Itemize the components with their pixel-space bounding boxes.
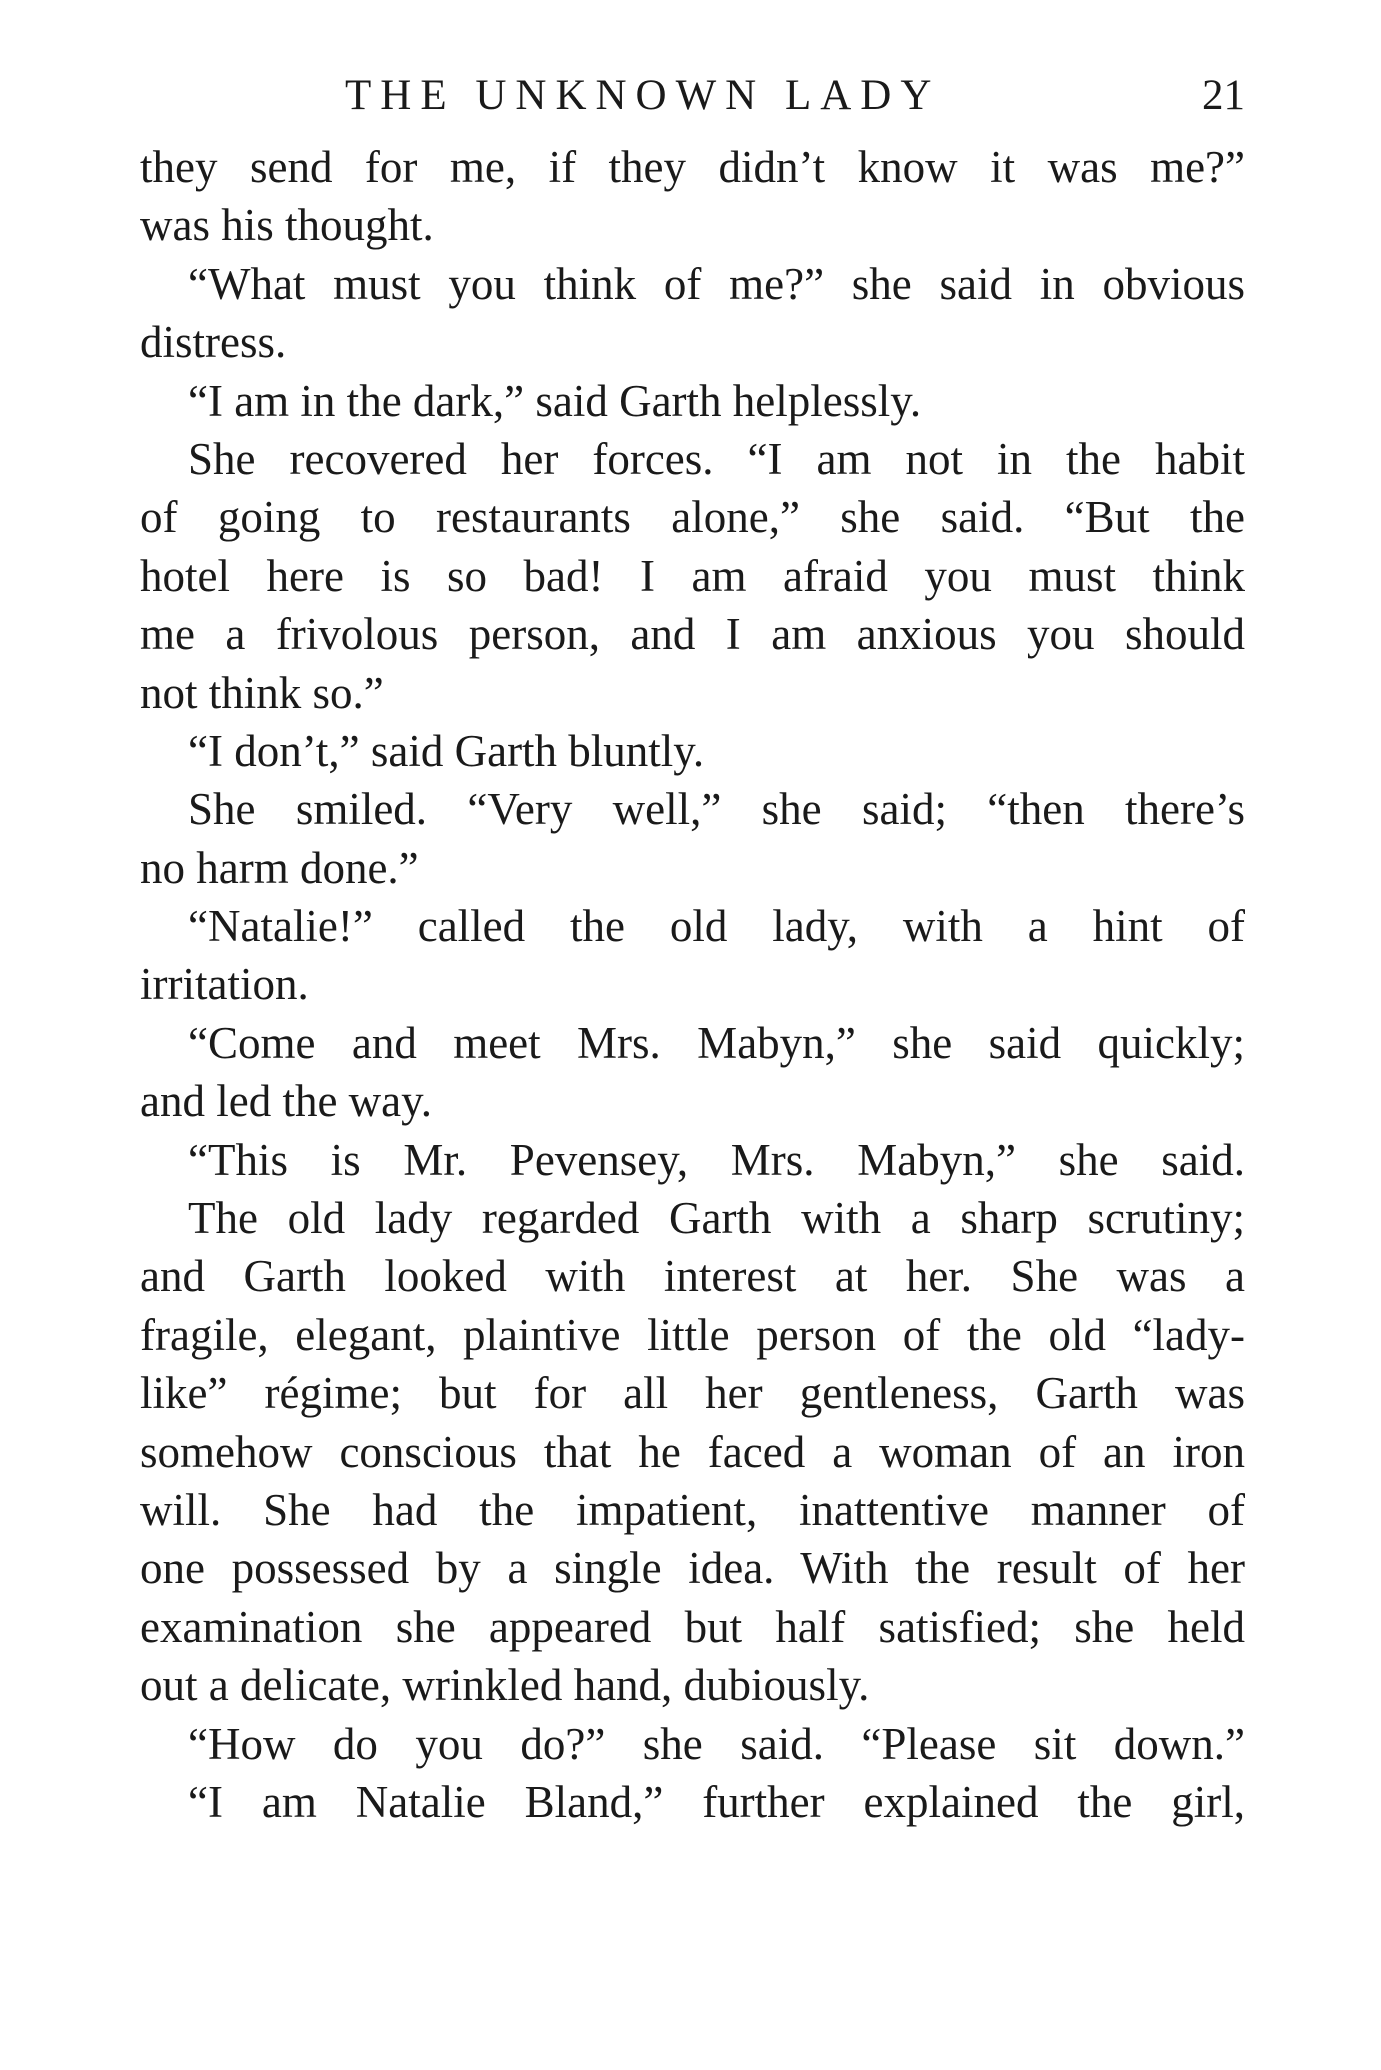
text-line: fragile, elegant, plaintive little person of the old “lady- — [140, 1309, 1245, 1360]
text-line: out a delicate, wrinkled hand, dubiously. — [140, 1660, 870, 1711]
text-line: somehow conscious that he faced a woman of an iron — [140, 1426, 1245, 1477]
text-line: “I don’t,” said Garth bluntly. — [188, 725, 705, 776]
running-title: THE UNKNOWN LADY — [345, 72, 941, 119]
text-line: one possessed by a single idea. With the result of her — [140, 1543, 1245, 1594]
text-line: “What must you think of me?” she said in obvious — [188, 258, 1245, 309]
text-line: will. She had the impatient, inattentive manner of — [140, 1484, 1245, 1535]
page-number: 21 — [1202, 72, 1245, 119]
text-line: hotel here is so bad! I am afraid you must think — [140, 550, 1245, 601]
text-line: and led the way. — [140, 1076, 432, 1127]
text-line: like” régime; but for all her gentleness, Garth was — [140, 1368, 1245, 1419]
text-line: they send for me, if they didn’t know it was me?” — [140, 142, 1245, 192]
text-line: of going to restaurants alone,” she said. “But the — [140, 492, 1245, 543]
text-line: examination she appeared but half satisfied; she held — [140, 1601, 1245, 1652]
text-line: and Garth looked with interest at her. She was a — [140, 1251, 1245, 1302]
text-line: me a frivolous person, and I am anxious you should — [140, 609, 1245, 660]
text-line: was his thought. — [140, 200, 434, 251]
text-line: The old lady regarded Garth with a sharp scrutiny; — [188, 1193, 1245, 1244]
running-head — [140, 66, 1245, 126]
text-line: not think so.” — [140, 667, 384, 718]
text-line: “This is Mr. Pevensey, Mrs. Mabyn,” she said. — [188, 1134, 1245, 1185]
text-line: irritation. — [140, 959, 309, 1010]
text-line: She smiled. “Very well,” she said; “then there’s — [188, 784, 1245, 835]
text-line: “I am Natalie Bland,” further explained the girl, — [188, 1776, 1245, 1827]
text-line: “I am in the dark,” said Garth helplessly. — [188, 375, 922, 426]
text-line: “Come and meet Mrs. Mabyn,” she said quickly; — [188, 1017, 1245, 1068]
text-line: “How do you do?” she said. “Please sit down.” — [188, 1718, 1245, 1769]
text-line: distress. — [140, 317, 287, 368]
text-line: no harm done.” — [140, 842, 419, 893]
text-line: “Natalie!” called the old lady, with a hint of — [188, 901, 1245, 952]
text-line: She recovered her forces. “I am not in the habit — [188, 433, 1245, 484]
body-text — [140, 138, 1245, 1831]
